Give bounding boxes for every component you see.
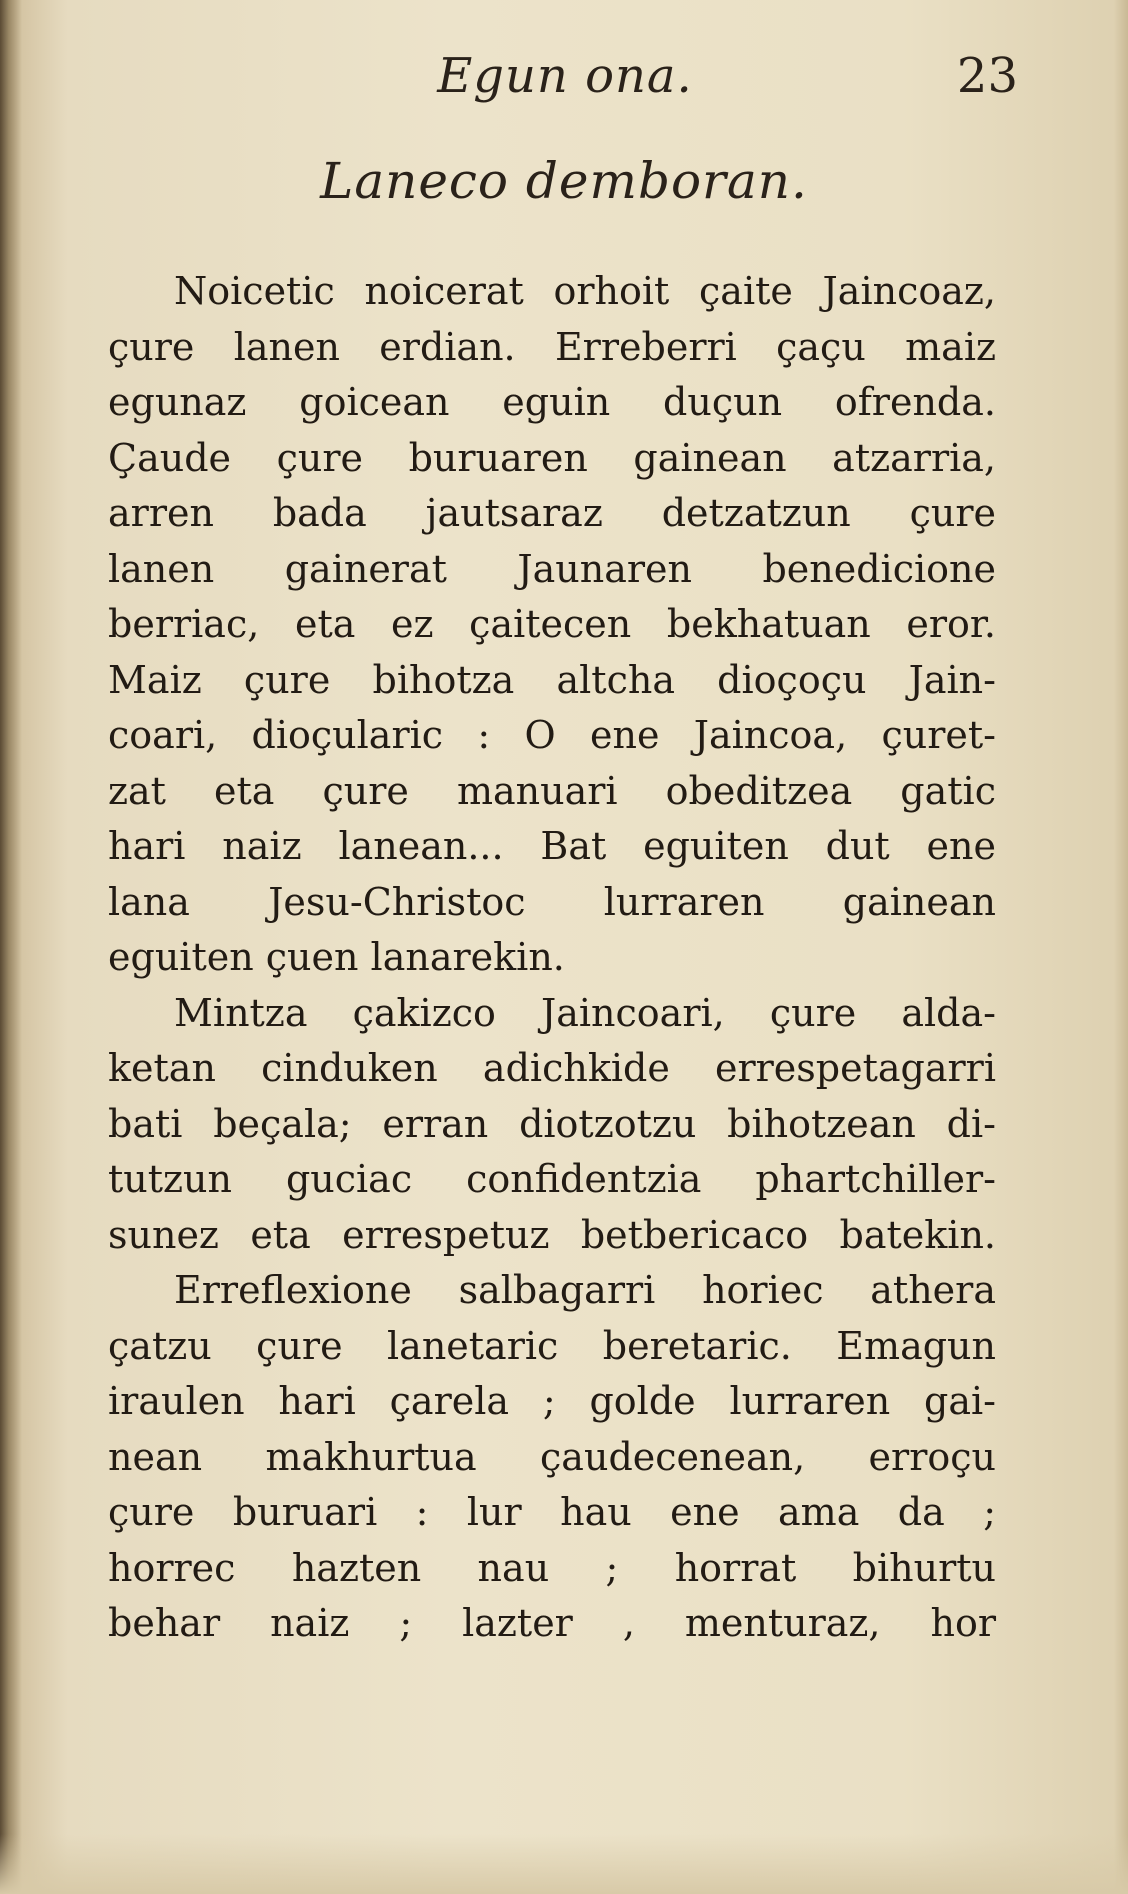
page-number: 23 xyxy=(956,48,1018,104)
text-line: behar naiz ; lazter , menturaz, hor xyxy=(108,1601,996,1645)
text-line: arren bada jautsaraz detzatzun çure xyxy=(108,491,996,535)
text-line: tutzun guciac confidentzia phartchiller- xyxy=(108,1157,996,1201)
text-line: sunez eta errespetuz betbericaco batekin. xyxy=(108,1212,996,1257)
text-line: coari, dioçularic : O ene Jaincoa, çuret- xyxy=(108,713,996,757)
paragraph-1 xyxy=(108,264,996,986)
text-line: hari naiz lanean... Bat eguiten dut ene xyxy=(108,824,996,868)
text-line: Mintza çakizco Jaincoari, çure alda- xyxy=(174,990,996,1035)
body-text xyxy=(108,264,996,1652)
text-line: Noicetic noicerat orhoit çaite Jaincoaz, xyxy=(174,269,996,313)
text-line: çure buruari : lur hau ene ama da ; xyxy=(108,1490,996,1534)
page-edge-right xyxy=(1114,0,1128,1894)
paragraph-3 xyxy=(108,1263,996,1652)
text-line: Çaude çure buruaren gainean atzarria, xyxy=(108,435,996,480)
section-heading: Laneco demboran. xyxy=(320,152,808,210)
text-line: eguiten çuen lanarekin. xyxy=(108,935,565,979)
page-header xyxy=(0,40,1128,110)
text-line: Maiz çure bihotza altcha dioçoçu Jain- xyxy=(108,657,996,702)
text-line: bati beçala; erran diotzotzu bihotzean di- xyxy=(108,1101,996,1146)
text-line: lanen gainerat Jaunaren benedicione xyxy=(108,546,996,591)
text-line: iraulen hari çarela ; golde lurraren gai- xyxy=(108,1379,996,1423)
running-title: Egun ona. xyxy=(437,48,693,104)
text-line: çure lanen erdian. Erreberri çaçu maiz xyxy=(108,324,996,369)
page-edge-bottom xyxy=(0,1834,1128,1894)
binding-shadow xyxy=(0,0,22,1894)
text-line: berriac, eta ez çaitecen bekhatuan eror. xyxy=(108,602,996,646)
text-line: Erreflexione salbagarri horiec athera xyxy=(174,1268,996,1312)
text-line: çatzu çure lanetaric beretaric. Emagun xyxy=(108,1323,996,1368)
text-line: zat eta çure manuari obeditzea gatic xyxy=(108,768,996,813)
text-line: horrec hazten nau ; horrat bihurtu xyxy=(108,1545,996,1590)
paragraph-2 xyxy=(108,986,996,1264)
text-line: egunaz goicean eguin duçun ofrenda. xyxy=(108,380,996,424)
text-line: ketan cinduken adichkide errespetagarri xyxy=(108,1046,996,1090)
text-line: lana Jesu-Christoc lurraren gainean xyxy=(108,879,996,924)
text-line: nean makhurtua çaudecenean, erroçu xyxy=(108,1434,996,1479)
